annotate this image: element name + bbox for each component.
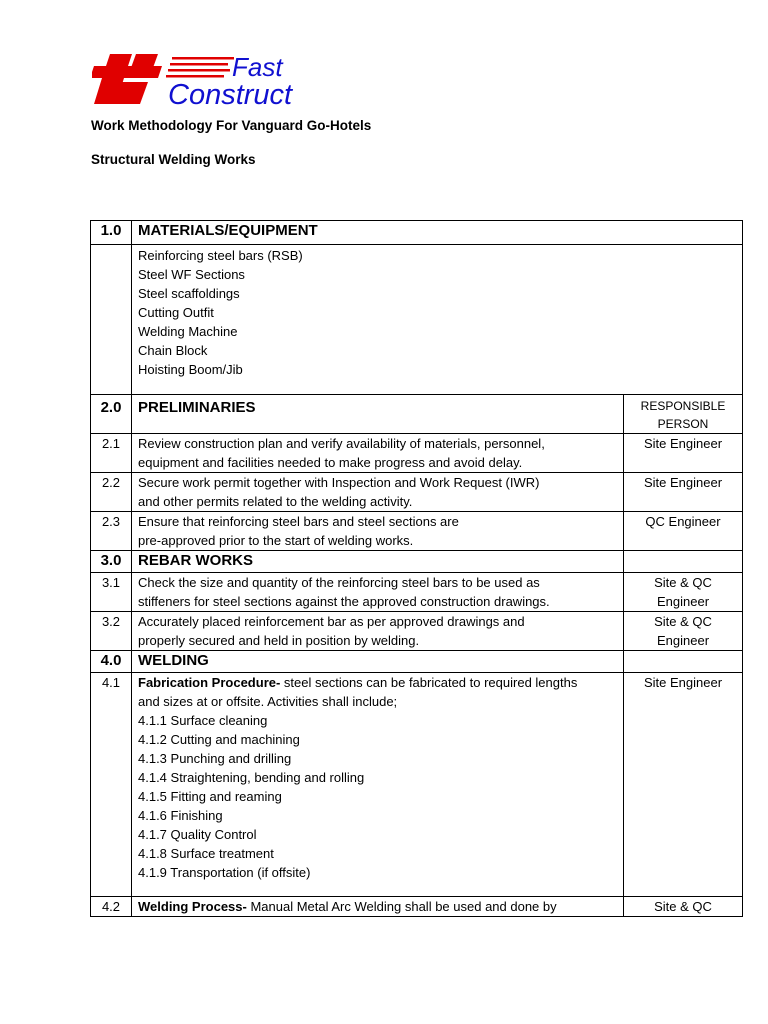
responsible-person <box>624 612 743 651</box>
table-row <box>91 673 743 897</box>
row-description <box>132 673 624 897</box>
materials-list-row <box>91 245 743 395</box>
list-item: 4.1.7 Quality Control <box>138 827 257 842</box>
section-heading: WELDING <box>132 651 624 673</box>
fast-construct-logo <box>92 50 352 108</box>
list-item: 4.1.8 Surface treatment <box>138 846 274 861</box>
list-item: Welding Machine <box>138 324 238 339</box>
text-line: Secure work permit together with Inspection and Work Request (IWR) <box>138 475 540 490</box>
header-line: PERSON <box>657 417 709 431</box>
row-number: 2.2 <box>91 473 132 512</box>
methodology-table <box>90 220 743 917</box>
text-line: Site & QC <box>654 575 712 590</box>
responsible-person: Site Engineer <box>624 673 743 897</box>
table-row <box>91 897 743 917</box>
list-item: Chain Block <box>138 343 208 358</box>
logo-emblem <box>92 54 162 104</box>
materials-list <box>132 245 743 395</box>
section-heading: PRELIMINARIES <box>132 395 624 434</box>
text-line <box>138 673 619 692</box>
list-item: 4.1.4 Straightening, bending and rolling <box>138 770 365 785</box>
text-line: equipment and facilities needed to make progress and avoid delay. <box>138 455 523 470</box>
text-span: steel sections can be fabricated to required lengths <box>280 675 578 690</box>
row-description <box>132 473 624 512</box>
logo-text-construct: Construct <box>168 79 293 108</box>
list-item: Cutting Outfit <box>138 305 214 320</box>
text-line: pre-approved prior to the start of welding works. <box>138 533 414 548</box>
table-row <box>91 612 743 651</box>
document-subtitle: Structural Welding Works <box>91 152 256 167</box>
list-item: 4.1.1 Surface cleaning <box>138 713 268 728</box>
text-line: Ensure that reinforcing steel bars and steel sections are <box>138 514 459 529</box>
row-description <box>132 434 624 473</box>
list-item: 4.1.2 Cutting and machining <box>138 732 300 747</box>
responsible-person: Site & QC <box>624 897 743 917</box>
responsible-person: Site Engineer <box>624 473 743 512</box>
list-item: Steel scaffoldings <box>138 286 240 301</box>
text-line: and sizes at or offsite. Activities shall include; <box>138 694 398 709</box>
section-header-preliminaries <box>91 395 743 434</box>
text-line <box>138 897 619 916</box>
list-item: Hoisting Boom/Jib <box>138 362 243 377</box>
welding-process-label: Welding Process- <box>138 899 247 914</box>
text-span: Manual Metal Arc Welding shall be used and done by <box>246 899 557 914</box>
list-item: Steel WF Sections <box>138 267 245 282</box>
list-item: 4.1.6 Finishing <box>138 808 223 823</box>
row-number: 2.3 <box>91 512 132 551</box>
list-item: 4.1.9 Transportation (if offsite) <box>138 865 311 880</box>
section-heading: MATERIALS/EQUIPMENT <box>132 221 743 245</box>
section-number: 3.0 <box>91 551 132 573</box>
section-header-welding <box>91 651 743 673</box>
row-number: 3.1 <box>91 573 132 612</box>
section-header-materials <box>91 221 743 245</box>
list-item: 4.1.5 Fitting and reaming <box>138 789 282 804</box>
responsible-person-header <box>624 395 743 434</box>
row-number: 4.1 <box>91 673 132 897</box>
empty-cell <box>624 551 743 573</box>
text-line: Accurately placed reinforcement bar as per approved drawings and <box>138 614 525 629</box>
text-line: Site & QC <box>654 614 712 629</box>
list-item: 4.1.3 Punching and drilling <box>138 751 292 766</box>
section-number: 2.0 <box>91 395 132 434</box>
row-number: 3.2 <box>91 612 132 651</box>
list-item: Reinforcing steel bars (RSB) <box>138 248 303 263</box>
responsible-person: Site Engineer <box>624 434 743 473</box>
table-row <box>91 434 743 473</box>
table-row <box>91 512 743 551</box>
section-header-rebar <box>91 551 743 573</box>
fabrication-procedure-label: Fabrication Procedure- <box>138 675 281 690</box>
section-number: 4.0 <box>91 651 132 673</box>
row-number: 2.1 <box>91 434 132 473</box>
row-description <box>132 897 624 917</box>
text-line: Check the size and quantity of the reinforcing steel bars to be used as <box>138 575 540 590</box>
logo-stripes <box>166 57 234 78</box>
empty-cell <box>91 245 132 395</box>
text-line: and other permits related to the welding activity. <box>138 494 413 509</box>
table-row <box>91 473 743 512</box>
responsible-person <box>624 573 743 612</box>
table-row <box>91 573 743 612</box>
row-description <box>132 612 624 651</box>
text-line: Review construction plan and verify availability of materials, personnel, <box>138 436 545 451</box>
text-line: Engineer <box>656 594 710 609</box>
row-description <box>132 573 624 612</box>
row-number: 4.2 <box>91 897 132 917</box>
document-title: Work Methodology For Vanguard Go-Hotels <box>91 118 372 133</box>
header-line: RESPONSIBLE <box>640 399 726 413</box>
responsible-person: QC Engineer <box>624 512 743 551</box>
empty-cell <box>624 651 743 673</box>
logo-text-fast: Fast <box>232 52 283 82</box>
text-line: Engineer <box>656 633 710 648</box>
text-line: properly secured and held in position by welding. <box>138 633 420 648</box>
section-number: 1.0 <box>91 221 132 245</box>
section-heading: REBAR WORKS <box>132 551 624 573</box>
text-line: stiffeners for steel sections against the approved construction drawings. <box>138 594 550 609</box>
row-description <box>132 512 624 551</box>
